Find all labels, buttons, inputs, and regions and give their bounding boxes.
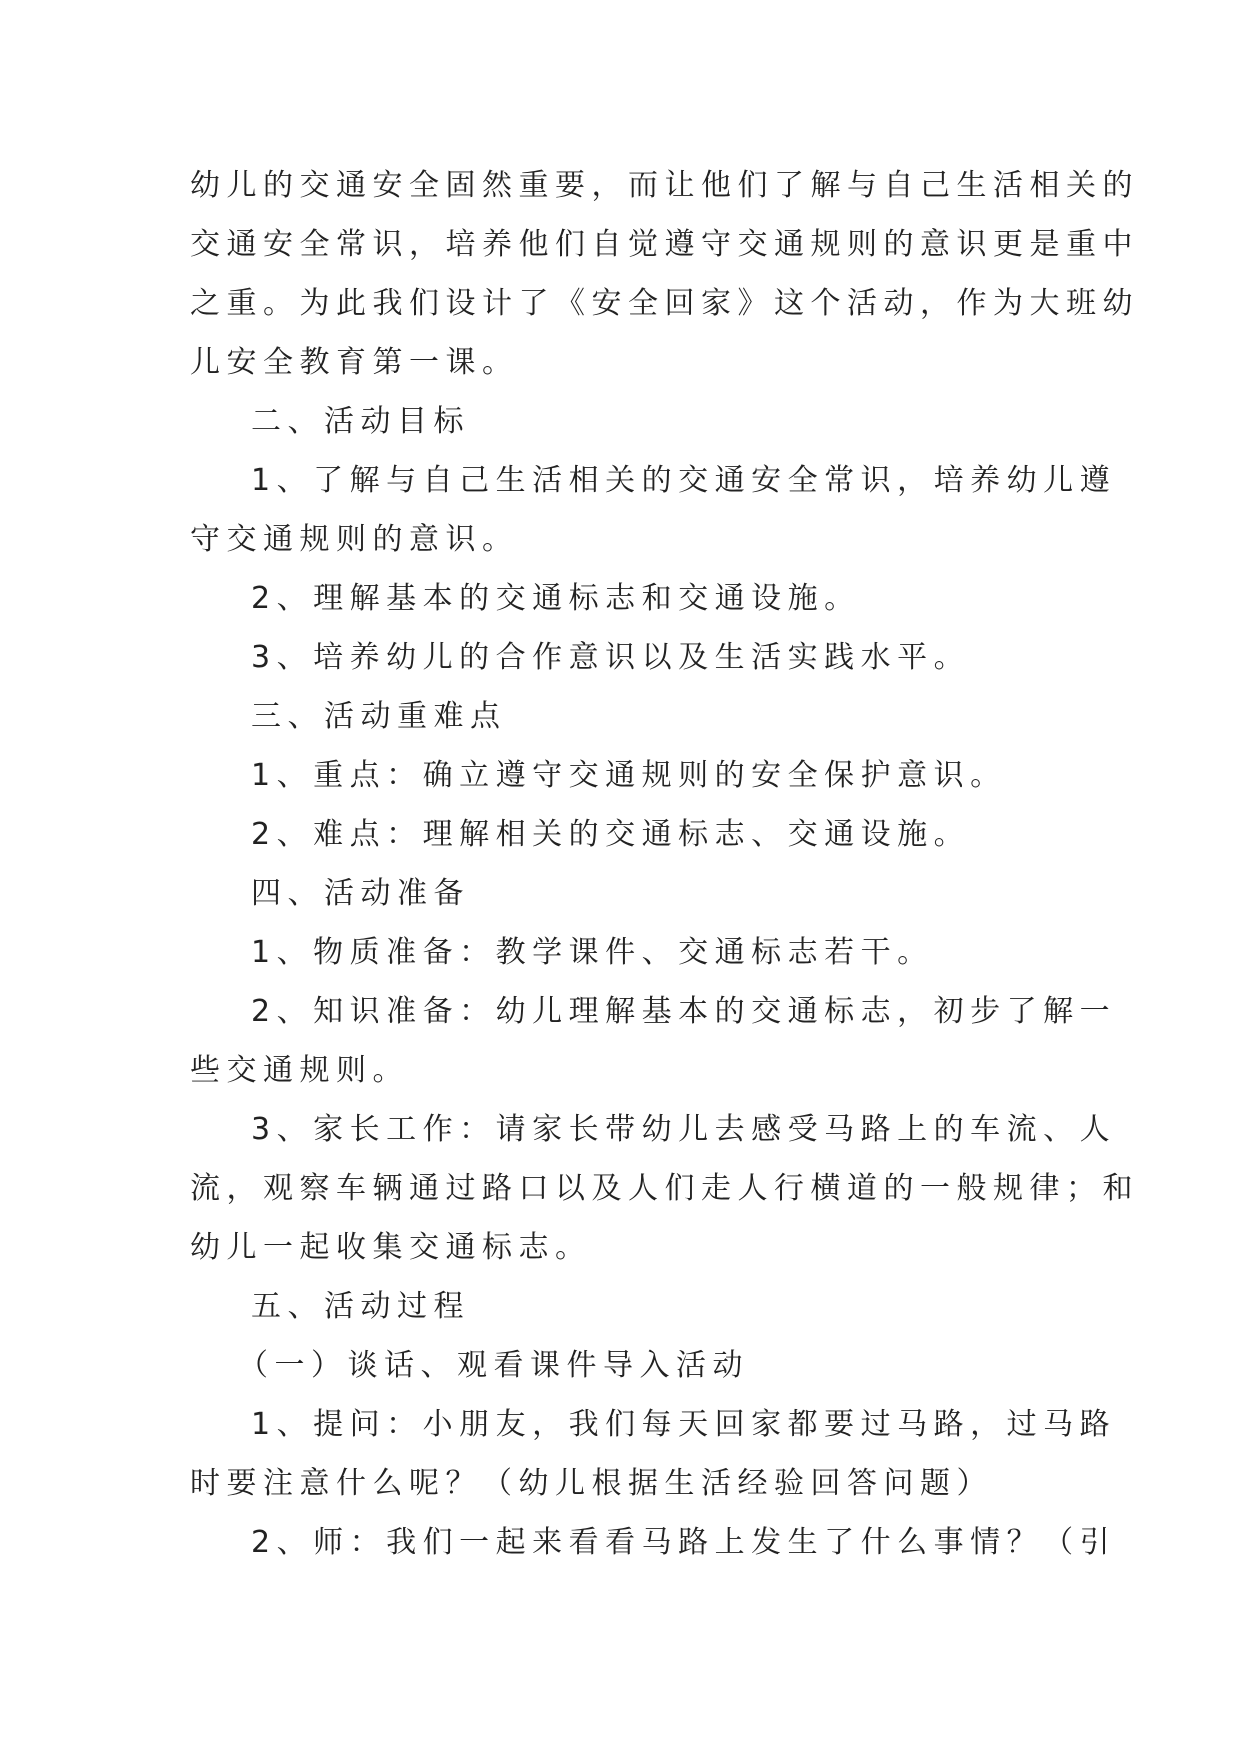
text-line: 守交通规则的意识。 — [190, 522, 519, 557]
text-line: 2、知识准备：幼儿理解基本的交通标志，初步了解一 — [251, 994, 1117, 1029]
section-heading-key-points: 三、活动重难点 — [251, 699, 507, 734]
text-line: 幼儿一起收集交通标志。 — [190, 1230, 592, 1265]
section-heading-preparation: 四、活动准备 — [251, 876, 470, 911]
section-heading-process: 五、活动过程 — [251, 1289, 470, 1324]
text-line: 儿安全教育第一课。 — [190, 345, 519, 380]
text-line: 幼儿的交通安全固然重要，而让他们了解与自己生活相关的 — [190, 168, 1139, 203]
text-line: 1、提问：小朋友，我们每天回家都要过马路，过马路 — [251, 1407, 1117, 1442]
text-line: 2、师：我们一起来看看马路上发生了什么事情？（引 — [251, 1525, 1117, 1560]
text-line: 1、重点：确立遵守交通规则的安全保护意识。 — [251, 758, 1007, 793]
text-line: 些交通规则。 — [190, 1053, 409, 1088]
text-line: 交通安全常识，培养他们自觉遵守交通规则的意识更是重中 — [190, 227, 1139, 262]
text-line: 2、理解基本的交通标志和交通设施。 — [251, 581, 861, 616]
text-line: 2、难点：理解相关的交通标志、交通设施。 — [251, 817, 971, 852]
text-line: 1、了解与自己生活相关的交通安全常识，培养幼儿遵 — [251, 463, 1117, 498]
text-line: 1、物质准备：教学课件、交通标志若干。 — [251, 935, 934, 970]
document-body — [190, 156, 1139, 1572]
text-line: 流，观察车辆通过路口以及人们走人行横道的一般规律；和 — [190, 1171, 1139, 1206]
subsection-heading: （一）谈话、观看课件导入活动 — [238, 1348, 749, 1383]
text-line: 3、家长工作：请家长带幼儿去感受马路上的车流、人 — [251, 1112, 1117, 1147]
text-line: 之重。为此我们设计了《安全回家》这个活动，作为大班幼 — [190, 286, 1139, 321]
text-line: 时要注意什么呢？（幼儿根据生活经验回答问题） — [190, 1466, 993, 1501]
section-heading-objectives: 二、活动目标 — [251, 404, 470, 439]
text-line: 3、培养幼儿的合作意识以及生活实践水平。 — [251, 640, 971, 675]
